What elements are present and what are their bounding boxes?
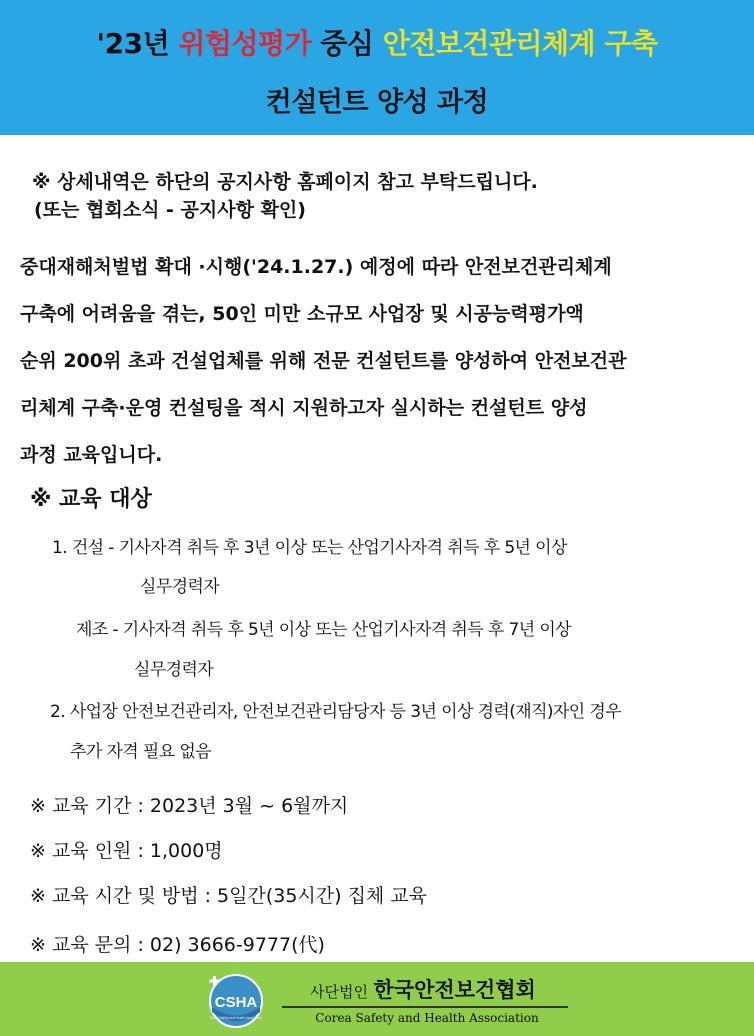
csha-logo-icon bbox=[205, 972, 267, 1028]
intro-paragraph bbox=[20, 244, 740, 479]
target-manufacturing: 제조 - 기사자격 취득 후 5년 이상 또는 산업기사자격 취득 후 7년 이상 bbox=[76, 620, 571, 640]
target-manufacturing-cont: 실무경력자 bbox=[134, 660, 214, 680]
notice-line-1: ※ 상세내역은 하단의 공지사항 홈페이지 참고 부탁드립니다. bbox=[32, 171, 538, 193]
organization-title: 한국안전보건협회 bbox=[373, 978, 536, 1002]
title-highlight-risk-assessment: 위험성평가 bbox=[178, 27, 312, 60]
intro-line: 중대재해처벌법 확대 ·시행('24.1.27.) 예정에 따라 안전보건관리체계 bbox=[20, 256, 612, 278]
target-item-2: 2. 사업장 안전보건관리자, 안전보건관리담당자 등 3년 이상 경력(재직)자인 경우 bbox=[50, 702, 622, 722]
title-highlight-management-system: 안전보건관리체계 구축 bbox=[382, 27, 658, 60]
intro-line: 구축에 어려움을 겪는, 50인 미만 소규모 사업장 및 시공능력평가액 bbox=[20, 303, 584, 325]
info-headcount: ※ 교육 인원 : 1,000명 bbox=[30, 840, 223, 862]
footer-banner bbox=[0, 962, 754, 1036]
notice-line-2: (또는 협회소식 - 공지사항 확인) bbox=[34, 199, 306, 221]
target-heading: ※ 교육 대상 bbox=[30, 487, 152, 512]
footer-divider bbox=[282, 1006, 568, 1008]
organization-prefix: 사단법인 bbox=[310, 983, 368, 1001]
header-banner bbox=[0, 0, 754, 135]
logo-ring-text: Korea Safety and Health Association bbox=[210, 1016, 262, 1020]
title-prefix: '23년 bbox=[96, 27, 179, 60]
title-middle: 중심 bbox=[311, 27, 383, 60]
organization-name-english: Corea Safety and Health Association bbox=[315, 1011, 539, 1025]
info-contact: ※ 교육 문의 : 02) 3666-9777(代) bbox=[30, 934, 325, 956]
intro-line: 리체계 구축·운영 컨설팅을 적시 지원하고자 실시하는 컨설턴트 양성 bbox=[20, 397, 588, 419]
info-method: ※ 교육 시간 및 방법 : 5일간(35시간) 집체 교육 bbox=[30, 885, 428, 907]
target-item-2-cont: 추가 자격 필요 없음 bbox=[70, 742, 211, 762]
info-period: ※ 교육 기간 : 2023년 3월 ~ 6월까지 bbox=[30, 795, 349, 817]
organization-name bbox=[310, 974, 536, 1004]
target-construction-cont: 실무경력자 bbox=[140, 577, 220, 597]
page-title bbox=[0, 22, 754, 62]
target-construction: 1. 건설 - 기사자격 취득 후 3년 이상 또는 산업기사자격 취득 후 5년 이상 bbox=[52, 538, 567, 558]
logo-text: CSHA bbox=[214, 994, 258, 1011]
intro-line: 과정 교육입니다. bbox=[20, 444, 163, 466]
notice-block bbox=[32, 168, 538, 224]
intro-line: 순위 200위 초과 건설업체를 위해 전문 컨설턴트를 양성하여 안전보건관 bbox=[20, 350, 627, 372]
page-subtitle: 컨설턴트 양성 과정 bbox=[265, 87, 489, 118]
